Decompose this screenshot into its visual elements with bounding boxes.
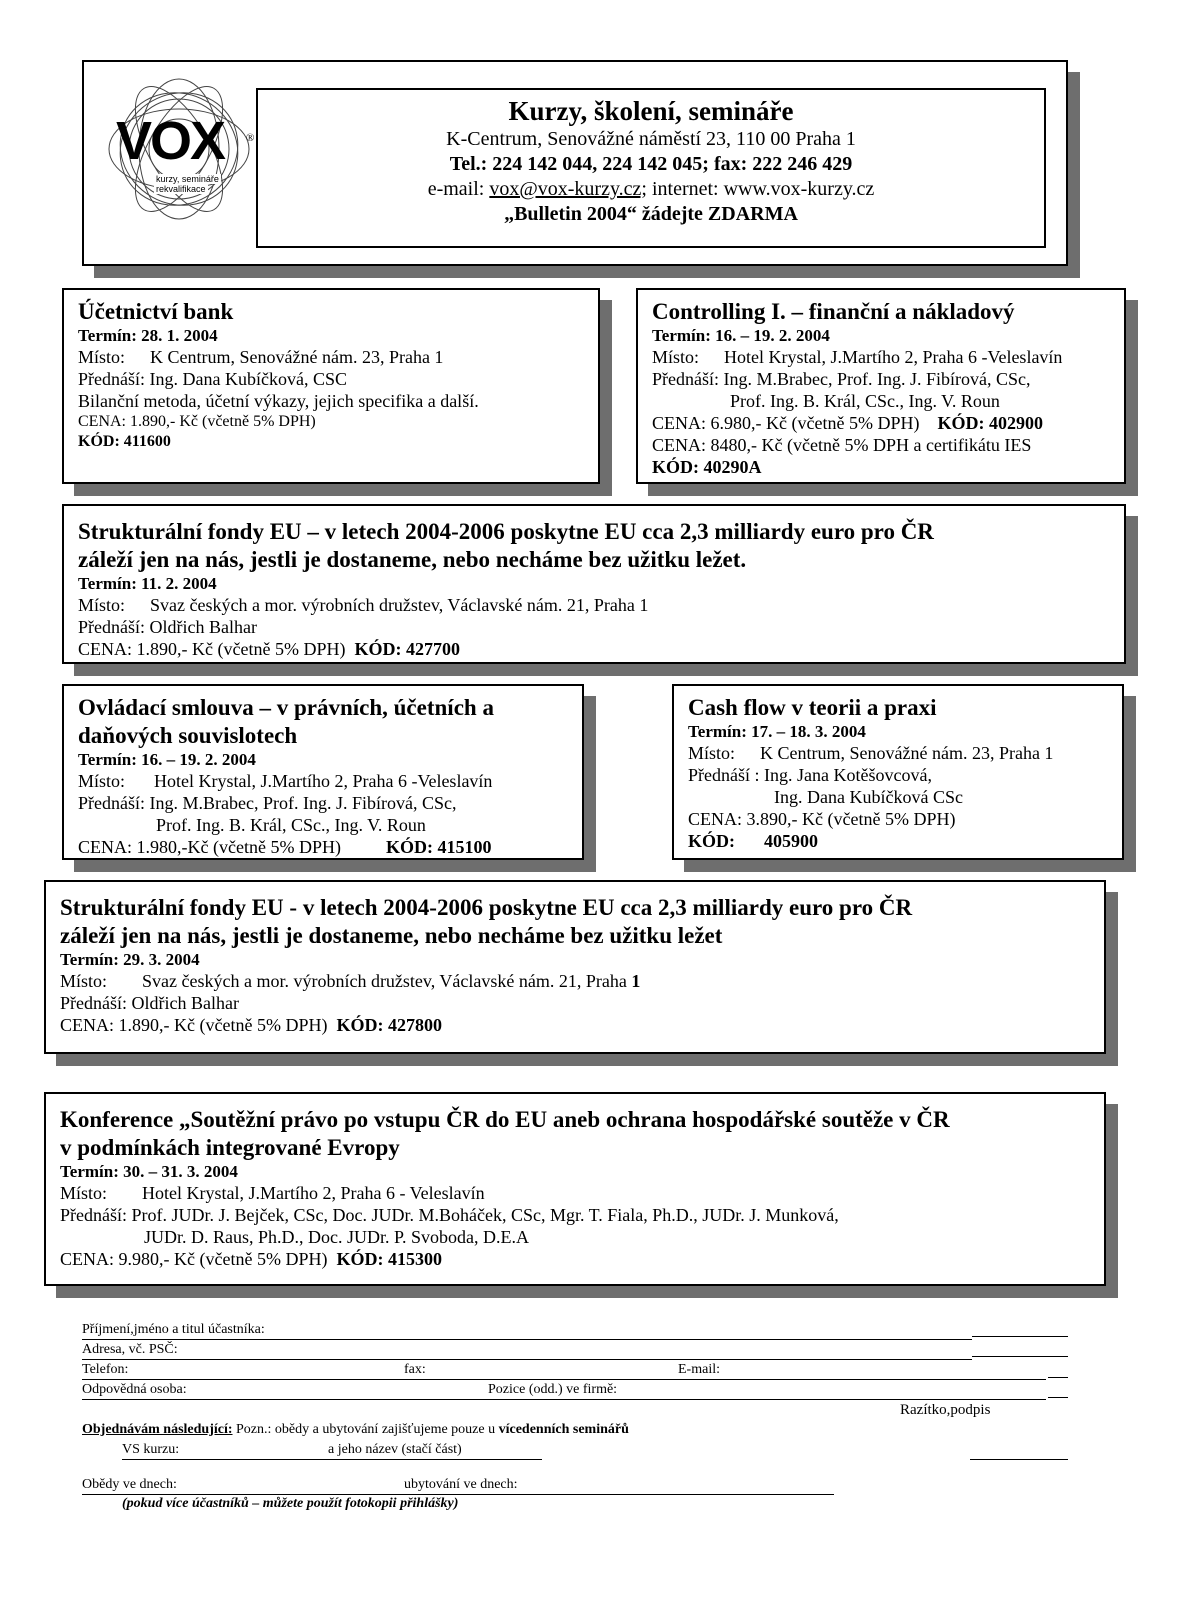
form-vs-field[interactable]	[122, 1459, 542, 1460]
course-box-strukturalni-fondy-2	[44, 880, 1106, 1054]
course-term: Termín: 30. – 31. 3. 2004	[60, 1162, 238, 1181]
course-title: Konference „Soutěžní právo po vstupu ČR do EU aneb ochrana hospodářské soutěže v ČR	[60, 1107, 950, 1132]
course-code: KÓD: 415100	[385, 837, 492, 857]
order-label: Objednávám následující:	[82, 1422, 233, 1437]
page-title: Kurzy, školení, semináře	[508, 96, 794, 126]
course-term: Termín: 17. – 18. 3. 2004	[688, 722, 866, 741]
course-code: KÓD: 427800	[336, 1015, 442, 1035]
course-lecturer: Přednáší: Ing. Dana Kubíčková, CSC	[78, 369, 347, 389]
course-title: Cash flow v teorii a praxi	[688, 695, 937, 720]
course-place: Místo: K Centrum, Senovážné nám. 23, Praha 1	[78, 347, 444, 367]
form-name-field[interactable]	[82, 1339, 972, 1340]
course-price: CENA: 3.890,- Kč (včetně 5% DPH)	[688, 809, 956, 829]
form-name-label: Příjmení,jméno a titul účastníka:	[82, 1322, 265, 1337]
course-price: CENA: 1.890,- Kč (včetně 5% DPH)	[78, 413, 316, 430]
course-price: CENA: 9.980,- Kč (včetně 5% DPH) KÓD: 415300	[60, 1249, 442, 1269]
course-place: Místo: Hotel Krystal, J.Martího 2, Praha 6 -Veleslavín	[78, 771, 493, 791]
form-address-field[interactable]	[82, 1359, 972, 1360]
course-place: Místo: Svaz českých a mor. výrobních družstev, Václavské nám. 21, Praha 1	[78, 595, 649, 615]
course-term: Termín: 11. 2. 2004	[78, 574, 217, 593]
order-note-bold: vícedenních seminářů	[498, 1422, 629, 1437]
form-lunches-field[interactable]	[82, 1494, 834, 1495]
logo-text: VOX	[116, 111, 225, 171]
course-lecturer: Přednáší: Ing. M.Brabec, Prof. Ing. J. Fibírová, CSc,	[78, 793, 457, 813]
course-term: Termín: 16. – 19. 2. 2004	[78, 750, 256, 769]
course-title: Strukturální fondy EU – v letech 2004-2006 poskytne EU cca 2,3 milliardy euro pro ČR	[78, 519, 934, 544]
form-address-label: Adresa, vč. PSČ:	[82, 1342, 178, 1357]
course-code: KÓD: 405900	[688, 831, 818, 851]
form-email-label: E-mail:	[678, 1362, 720, 1377]
form-course-name-label: a jeho název (stačí část)	[328, 1442, 462, 1457]
form-position-label: Pozice (odd.) ve firmě:	[488, 1382, 618, 1397]
vox-logo	[102, 74, 256, 224]
form-phone-field[interactable]	[82, 1379, 1046, 1380]
course-price-2: CENA: 8480,- Kč (včetně 5% DPH a certifikátu IES	[652, 435, 1032, 455]
course-title: Controlling I. – finanční a nákladový	[652, 299, 1015, 324]
form-vs-label: VS kurzu:	[122, 1442, 180, 1457]
course-lecturer-2: Ing. Dana Kubíčková CSc	[774, 787, 963, 807]
course-lecturer: Přednáší: Prof. JUDr. J. Bejček, CSc, Doc. JUDr. M.Boháček, CSc, Mgr. T. Fiala, Ph.D., JUDr. J. Munková,	[60, 1205, 839, 1225]
form-accommodation-label: ubytování ve dnech:	[404, 1477, 518, 1492]
course-code-2: KÓD: 40290A	[652, 457, 762, 477]
course-code: KÓD: 402900	[937, 413, 1043, 433]
course-place: Místo: K Centrum, Senovážné nám. 23, Praha 1	[688, 743, 1054, 763]
course-title-2: záleží jen na nás, jestli je dostaneme, nebo necháme bez užitku ležet	[60, 923, 723, 948]
course-title-2: záleží jen na nás, jestli je dostaneme, nebo necháme bez užitku ležet.	[78, 547, 747, 572]
logo-reg: ®	[246, 132, 255, 144]
logo-sub2: rekvalifikace	[156, 184, 206, 194]
course-place: Místo: Svaz českých a mor. výrobních družstev, Václavské nám. 21, Praha 1	[60, 971, 641, 991]
course-place: Místo: Hotel Krystal, J.Martího 2, Praha 6 -Veleslavín	[652, 347, 1063, 367]
course-box-konference	[44, 1092, 1106, 1286]
course-term: Termín: 16. – 19. 2. 2004	[652, 326, 830, 345]
course-place: Místo: Hotel Krystal, J.Martího 2, Praha 6 - Veleslavín	[60, 1183, 485, 1203]
email-prefix: e-mail:	[427, 178, 490, 200]
course-term: Termín: 28. 1. 2004	[78, 326, 218, 345]
form-phone-label: Telefon:	[82, 1362, 129, 1377]
course-lecturer-2: JUDr. D. Raus, Ph.D., Doc. JUDr. P. Svoboda, D.E.A	[144, 1227, 530, 1247]
order-note: Pozn.: obědy a ubytování zajišťujeme pouze u	[232, 1422, 499, 1437]
course-lecturer: Přednáší: Oldřich Balhar	[78, 617, 257, 637]
course-title: Strukturální fondy EU - v letech 2004-2006 poskytne EU cca 2,3 milliardy euro pro ČR	[60, 895, 913, 920]
course-price: CENA: 1.890,- Kč (včetně 5% DPH) KÓD: 427700	[78, 639, 460, 659]
course-title: Ovládací smlouva – v právních, účetních a	[78, 695, 494, 720]
header-phone: Tel.: 224 142 044, 224 142 045; fax: 222 246 429	[449, 153, 853, 175]
internet-text: internet: www.vox-kurzy.cz	[646, 178, 875, 200]
course-lecturer-2: Prof. Ing. B. Král, CSc., Ing. V. Roun	[730, 391, 1000, 411]
stamp-label: Razítko,podpis	[900, 1402, 991, 1418]
course-title: Účetnictví bank	[78, 299, 234, 324]
course-price: CENA: 1.980,-Kč (včetně 5% DPH) KÓD: 415100	[78, 837, 492, 857]
course-price: CENA: 6.980,- Kč (včetně 5% DPH) KÓD: 402900	[652, 413, 1043, 433]
header-address: K-Centrum, Senovážné náměstí 23, 110 00 Praha 1	[446, 128, 856, 150]
form-responsible-field[interactable]	[82, 1399, 1046, 1400]
order-line	[82, 1422, 629, 1438]
course-code: KÓD: 427700	[354, 639, 460, 659]
course-lecturer-2: Prof. Ing. B. Král, CSc., Ing. V. Roun	[156, 815, 426, 835]
form-responsible-label: Odpovědná osoba:	[82, 1382, 187, 1397]
form-footnote: (pokud více účastníků – můžete použít fotokopii přihlášky)	[122, 1496, 459, 1511]
header-box	[82, 60, 1068, 266]
course-box-strukturalni-fondy-1	[62, 504, 1126, 664]
course-code: KÓD: 411600	[78, 433, 171, 450]
course-code: KÓD: 415300	[336, 1249, 442, 1269]
course-box-ovladaci-smlouva	[62, 684, 584, 860]
form-lunches-label: Obědy ve dnech:	[82, 1477, 177, 1492]
course-lecturer: Přednáší: Ing. M.Brabec, Prof. Ing. J. Fibírová, CSc,	[652, 369, 1031, 389]
course-box-ucetnictvi-bank	[62, 288, 600, 484]
course-title-2: v podmínkách integrované Evropy	[60, 1135, 400, 1160]
logo-sub1: kurzy, semináře	[156, 174, 219, 184]
course-box-cash-flow	[672, 684, 1124, 860]
header-bulletin: „Bulletin 2004“ žádejte ZDARMA	[504, 203, 798, 225]
form-fax-label: fax:	[404, 1362, 426, 1377]
course-lecturer: Přednáší : Ing. Jana Kotěšovcová,	[688, 765, 932, 785]
email-link[interactable]: vox@vox-kurzy.cz;	[489, 178, 647, 200]
course-lecturer: Přednáší: Oldřich Balhar	[60, 993, 239, 1013]
course-box-controlling	[636, 288, 1126, 484]
course-term: Termín: 29. 3. 2004	[60, 950, 200, 969]
header-contact	[258, 177, 1044, 202]
header-inner-box	[256, 88, 1046, 248]
course-description: Bilanční metoda, účetní výkazy, jejich specifika a další.	[78, 391, 479, 411]
course-price: CENA: 1.890,- Kč (včetně 5% DPH) KÓD: 427800	[60, 1015, 442, 1035]
course-title-2: daňových souvislotech	[78, 723, 298, 748]
